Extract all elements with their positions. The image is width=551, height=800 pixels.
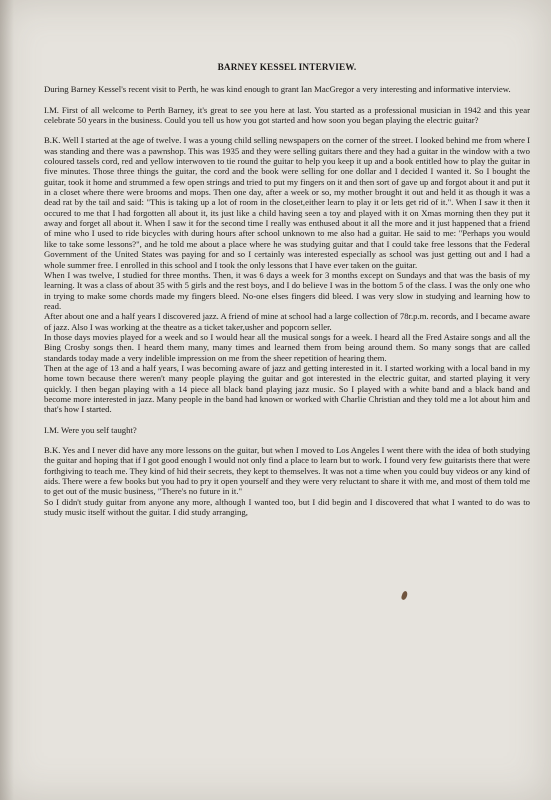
question-paragraph: I.M. First of all welcome to Perth Barney, it's great to see you here at last. You started as a professional musician in 1942 and this year celebrate 50 years in the business. Could you tell us how you got started and how soon you began playing the electric guitar?	[44, 104, 530, 126]
page-edge-shadow	[0, 0, 14, 800]
body-paragraph: After about one and a half years I discovered jazz. A friend of mine at school had a large collection of 78r.p.m. records, and I became aware of jazz. Also I was working at the theatre as a ticket taker,usher and popcorn seller.	[44, 311, 530, 332]
document-body	[44, 62, 530, 517]
ink-blot	[401, 590, 409, 600]
body-paragraph: Then at the age of 13 and a half years, I was becoming aware of jazz and getting interested in it. I started working with a local band in my home town because there weren't many people playing the guitar and got interested in the electric guitar, and started playing it very quickly. I then began playing with a 14 piece all black band playing jazz music. So I played with a white band and a black band and become more interested in jazz. Many people in the band had known or worked with Charlie Christian and they told me a lot about him and that's how I started.	[44, 362, 530, 415]
answer-paragraph: B.K. Well I started at the age of twelve. I was a young child selling newspapers on the corner of the street. I looked behind me from where I was standing and there was a pawnshop. This was 1935 and they were selling guitars there and they had a guitar in the window with a two coloured tassels cord, red and yellow interwoven to tie round the guitar to help you keep it up and a book entitled how to play the guitar in five minutes. Those three things the guitar, the cord and the book were selling for one dollar and I decided I wanted it. So I bought the guitar, took it home and strummed a few open strings and tried to put my fingers on it and then sort of gave up and forgot about it and put it in a closet where there were brooms and mops. Then one day, after a week or so, my mother brought it out and held it as though it was a dead rat by the tail and said: "This is taking up a lot of room in the closet,either learn to play it or lets get rid of it.". When I saw it then it occured to me that I had forgotten all about it, its just like a child having seen a toy and played with it on Xmas morning then they put it away and forget all about it. When I saw it for the second time I really was enthused about it all the more and it just happened that a friend of mine who I used to ride bicycles with during hours after school unknown to me also had a guitar. He said to me: "Perhaps you would like to take some lessons?", and he told me about a place where he was studying guitar and that I could take free lessons that the Federal Government of the United States was paying for and so I certainly was interested especially as school was just getting out and I had a whole summer free. I enrolled in this school and I took the only lessons that I have ever taken on the guitar.	[44, 135, 530, 270]
document-title: BARNEY KESSEL INTERVIEW.	[217, 62, 357, 72]
question-paragraph: I.M. Were you self taught?	[44, 424, 137, 435]
answer-paragraph: B.K. Yes and I never did have any more lessons on the guitar, but when I moved to Los Angeles I went there with the idea of both studying the guitar and hoping that if I got good enough I would not only find a place to learn but to work. I found very few guitarists there that were forthgiving to teach me. They kind of hid their secrets, they kept to themselves. It was not a time when you could buy videos or any kind of aids. There were a few books but you had to pry it open yourself and they were very reluctant to share it with me, and most of them told me to get out of the music business, "There's no future in it."	[44, 445, 530, 497]
body-paragraph: In those days movies played for a week and so I would hear all the musical songs for a week. I heard all the Fred Astaire songs and all the Bing Crosby songs then. I heard them many, many times and learned them from being around them. So many songs that are called standards today made a very indelible impression on me from the sheer repetition of hearing them.	[44, 331, 530, 363]
body-paragraph: When I was twelve, I studied for three months. Then, it was 6 days a week for 3 months except on Sundays and that was the basis of my learning. It was a class of about 35 with 5 girls and the rest boys, and I do believe I was in the bottom 5 of the class. I was the only one who in trying to make some chords made my fingers bleed. No-one elses fingers did bleed. I was very slow in studying and learning how to read.	[44, 269, 530, 311]
intro-paragraph: During Barney Kessel's recent visit to Perth, he was kind enough to grant Ian MacGregor a very interesting and informative interview.	[44, 84, 511, 95]
body-paragraph: So I didn't study guitar from anyone any more, although I wanted too, but I did begin and I discovered that what I wanted to do was to study music itself without the guitar. I did study arranging,	[44, 496, 530, 518]
